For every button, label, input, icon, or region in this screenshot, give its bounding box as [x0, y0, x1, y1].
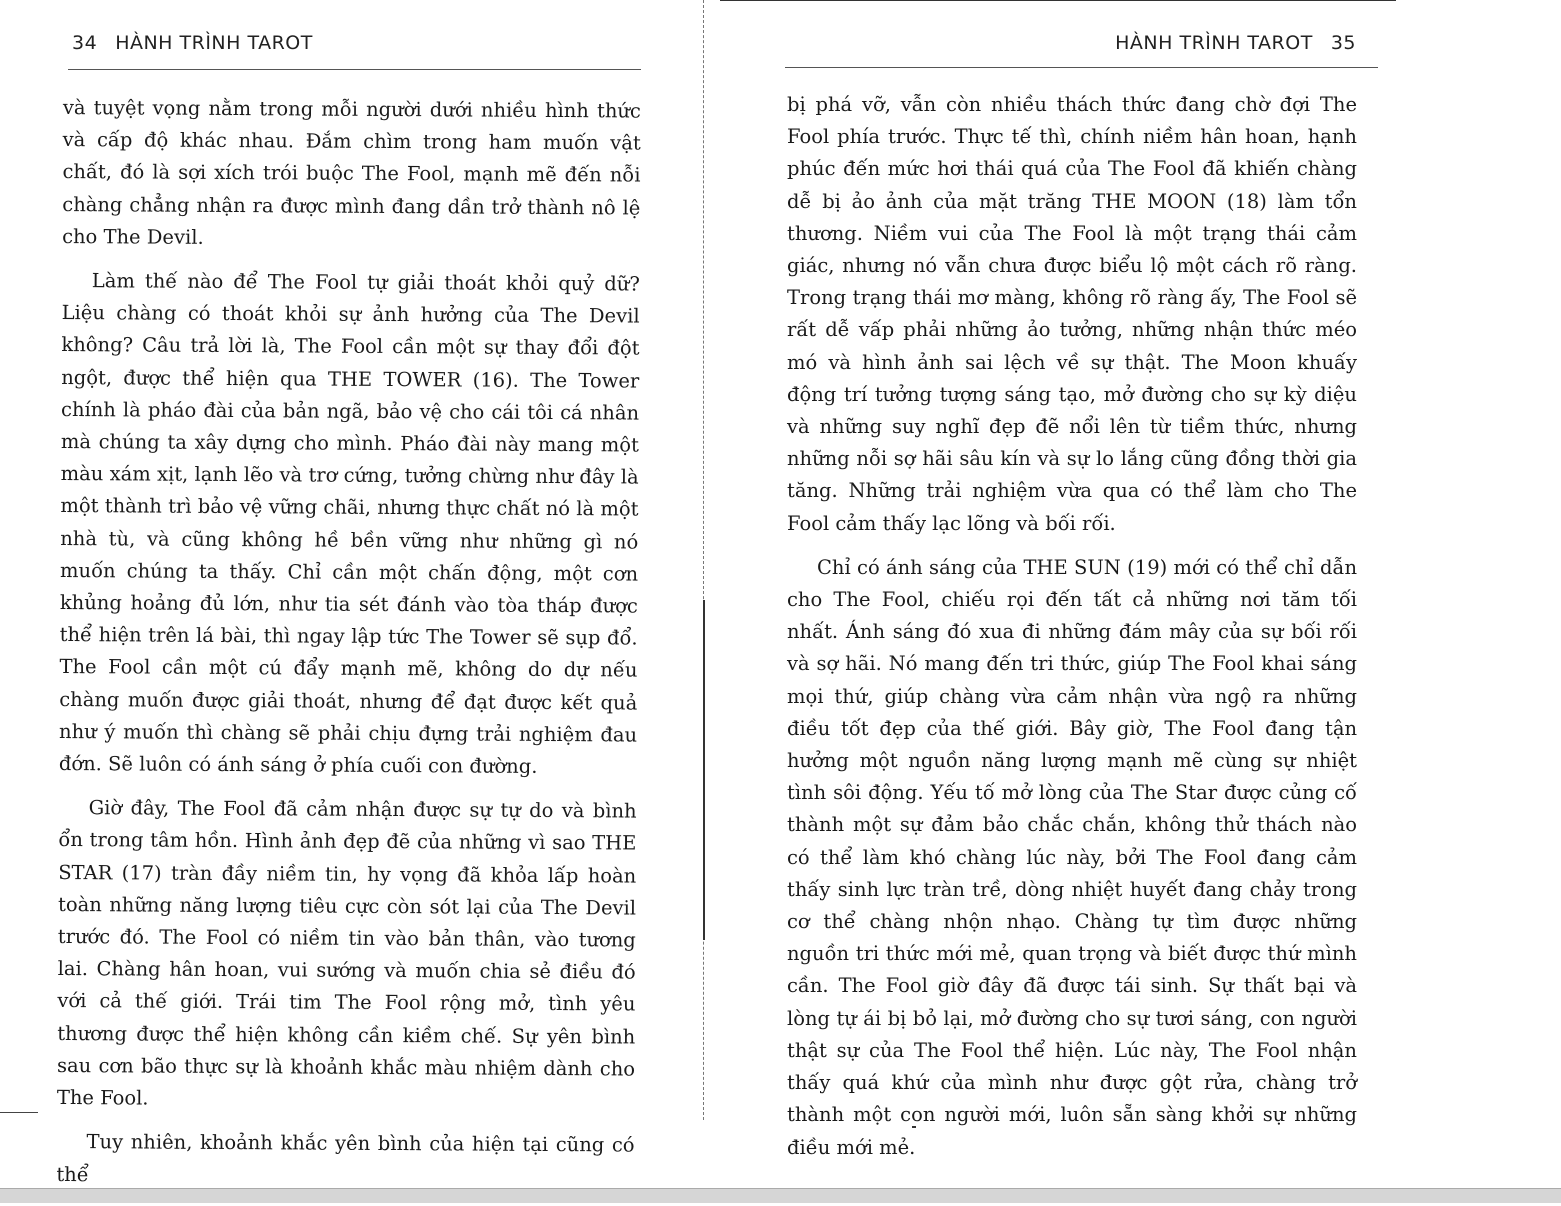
left-header-rule — [68, 69, 641, 70]
right-paragraph-2: Chỉ có ánh sáng của THE SUN (19) mới có thể chỉ dẫn cho The Fool, chiếu rọi đến tất cả những nơi tăm tối nhất. Ánh sáng đó xua đi những đám mây của sự bối rối và sợ hãi. Nó mang đến tri thức, giúp The Fool khai sáng mọi thứ, giúp chàng vừa cảm nhận vừa ngộ ra những điều tốt đẹp của thế giới. Bây giờ, The Fool đang tận hưởng một nguồn năng lượng mạnh mẽ cùng sự nhiệt tình sôi động. Yếu tố mở lòng của The Star được củng cố thành một sự đảm bảo chắc chắn, không thử thách nào có thể làm khó chàng lúc này, bởi The Fool đang cảm thấy sinh lực tràn trề, dòng nhiệt huyết đang chảy trong cơ thể chàng nhộn nhạo. Chàng tự tìm được những nguồn tri thức mới mẻ, quan trọng và biết được thứ mình cần. The Fool giờ đây đã được tái sinh. Sự thất bại và lòng tự ái bị bỏ lại, mở đường cho sự tươi sáng, con người thật sự của The Fool thể hiện. Lúc này, The Fool nhận thấy quá khứ của mình như được gột rửa, chàng trở thành một con người mới, luôn sẵn sàng khởi sự những điều mới mẻ. — [787, 555, 1357, 1159]
left-paragraph-4: Tuy nhiên, khoảnh khắc yên bình của hiện tại cũng có thể — [56, 1130, 635, 1186]
right-header-rule — [785, 67, 1378, 68]
gutter-shadow — [703, 600, 705, 940]
left-page — [0, 0, 700, 1203]
right-page — [720, 0, 1561, 1203]
left-page-number: 34 — [72, 32, 98, 54]
scan-corner-mark — [0, 1112, 38, 1113]
right-page-number: 35 — [1330, 32, 1356, 54]
left-body-text — [56, 92, 641, 1206]
left-running-title: HÀNH TRÌNH TAROT — [115, 32, 313, 54]
book-gutter — [703, 0, 708, 1120]
left-paragraph-1: và tuyệt vọng nằm trong mỗi người dưới nhiều hình thức và cấp độ khác nhau. Đắm chìm trong ham muốn vật chất, đó là sợi xích trói buộc The Fool, mạnh mẽ đến nỗi chàng chẳng nhận ra được mình đang dần trở thành nô lệ cho The Devil. — [62, 95, 641, 249]
right-running-title: HÀNH TRÌNH TAROT — [1115, 32, 1313, 54]
right-running-head — [1115, 32, 1356, 54]
right-paragraph-1: bị phá vỡ, vẫn còn nhiều thách thức đang chờ đợi The Fool phía trước. Thực tế thì, chính niềm hân hoan, hạnh phúc đến mức hơi thái quá của The Fool đã khiến chàng dễ bị ảo ảnh của mặt trăng THE MOON (18) làm tổn thương. Niềm vui của The Fool là một trạng thái cảm giác, nhưng nó vẫn chưa được biểu lộ một cách rõ ràng. Trong trạng thái mơ màng, không rõ ràng ấy, The Fool sẽ rất dễ vấp phải những ảo tưởng, những nhận thức méo mó và hình ảnh sai lệch về sự thật. The Moon khuấy động trí tưởng tượng sáng tạo, mở đường cho sự kỳ diệu và những suy nghĩ đẹp đẽ nổi lên từ tiềm thức, nhưng những nỗi sợ hãi sâu kín và sự lo lắng cũng đồng thời gia tăng. Những trải nghiệm vừa qua có thể làm cho The Fool cảm thấy lạc lõng và bối rối. — [787, 93, 1357, 535]
left-running-head — [72, 32, 313, 54]
left-paragraph-3: Giờ đây, The Fool đã cảm nhận được sự tự do và bình ổn trong tâm hồn. Hình ảnh đẹp đẽ của những vì sao THE STAR (17) tràn đầy niềm tin, hy vọng đã khỏa lấp hoàn toàn những năng lượng tiêu cực còn sót lại của The Devil trước đó. The Fool có niềm tin vào bản thân, vào tương lai. Chàng hân hoan, vui sướng và muốn chia sẻ điều đó với cả thế giới. Trái tim The Fool rộng mở, tình yêu thương được thể hiện không cần kiềm chế. Sự yên bình sau cơn bão thực sự là khoảnh khắc màu nhiệm dành cho The Fool. — [56, 796, 637, 1110]
left-paragraph-2: Làm thế nào để The Fool tự giải thoát khỏi quỷ dữ? Liệu chàng có thoát khỏi sự ảnh hưởng của The Devil không? Câu trả lời là, The Fool cần một sự thay đổi đột ngột, được thể hiện qua THE TOWER (16). The Tower chính là pháo đài của bản ngã, bảo vệ cho cái tôi cá nhân mà chúng ta xây dựng cho mình. Pháo đài này mang một màu xám xịt, lạnh lẽo và trơ cứng, tưởng chừng như đây là một thành trì bảo vệ vững chãi, nhưng thực chất nó là một nhà tù, và cũng không hề bền vững như những gì nó muốn chúng ta thấy. Chỉ cần một chấn động, một cơn khủng hoảng đủ lớn, như tia sét đánh vào tòa tháp được thể hiện trên lá bài, thì ngay lập tức The Tower sẽ sụp đổ. The Fool cần một cú đẩy mạnh mẽ, không do dự nếu chàng muốn được giải thoát, nhưng để đạt được kết quả như ý muốn thì chàng sẽ phải chịu đựng trải nghiệm đau đớn. Sẽ luôn có ánh sáng ở phía cuối con đường. — [58, 269, 640, 778]
right-body-text — [787, 89, 1357, 1176]
